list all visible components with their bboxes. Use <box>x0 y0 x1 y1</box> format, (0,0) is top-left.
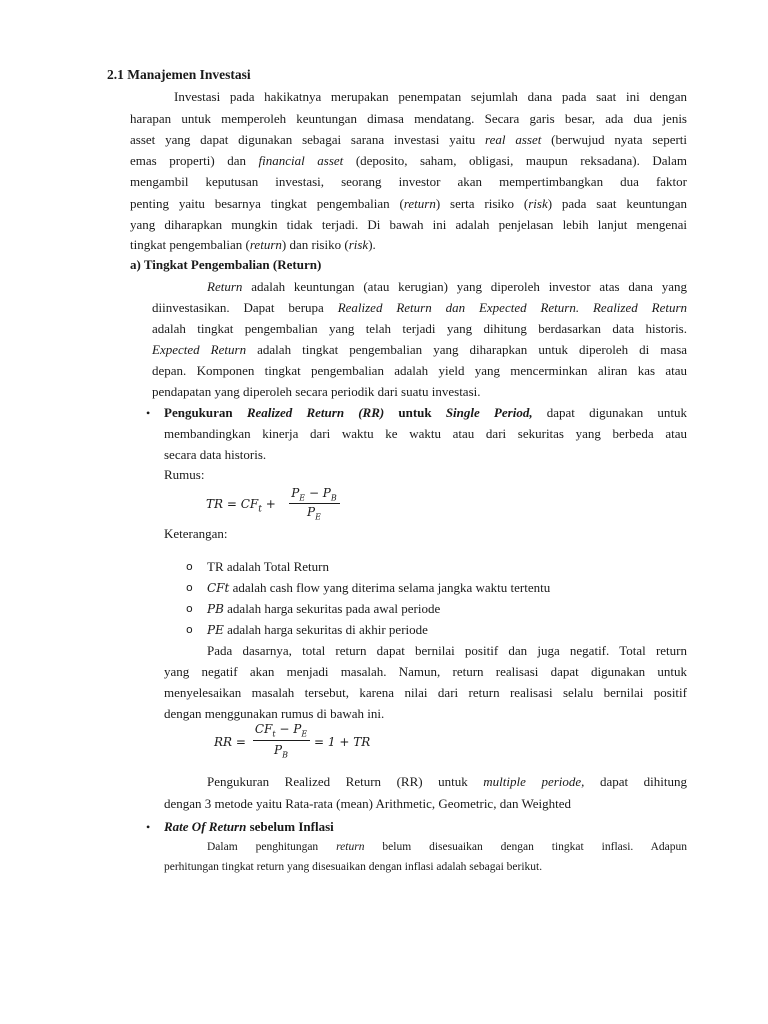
list-item-pe: PE adalah harga sekuritas di akhir periode <box>207 622 428 637</box>
bullet-dot: • <box>146 406 151 420</box>
intro-line-7: yang diharapkan mungkin tidak terjadi. Di bawah ini adalah penjelasan lebih lanjut mengenai <box>130 217 687 232</box>
bullet2-line-2: perhitungan tingkat return yang disesuaikan dengan inflasi adalah sebagai berikut. <box>164 861 543 873</box>
intro-line-5: mengambil keputusan investasi, seorang investor akan mempertimbangkan dua faktor <box>130 174 687 189</box>
para3-line-2: dengan 3 metode yaitu Rata-rata (mean) Arithmetic, Geometric, dan Weighted <box>164 796 571 811</box>
formula1-lhs: TR = $CF_t$ + <box>206 497 276 515</box>
section-title: 2.1 Manajemen Investasi <box>107 67 251 82</box>
list-bullet: o <box>186 560 193 573</box>
formula1-fraction-bar <box>289 503 340 504</box>
formula2-fraction-bar <box>253 740 310 741</box>
return-line-3: adalah tingkat pengembalian yang telah terjadi yang dihitung berdasarkan data historis. <box>152 321 687 336</box>
keterangan-label: Keterangan: <box>164 526 228 541</box>
rumus-label: Rumus: <box>164 467 205 482</box>
formula2-rhs: = 1 + TR <box>314 735 371 749</box>
bullet1-line-3: secara data historis. <box>164 447 267 462</box>
bullet1-line-2: membandingkan kinerja dari waktu ke waktu atau dari sekuritas yang berbeda atau <box>164 426 687 441</box>
subheading-return: a) Tingkat Pengembalian (Return) <box>130 257 322 272</box>
para2-line-3: menyelesaikan masalah tersebut, karena nilai dari return realisasi selalu bernilai positif <box>164 685 687 700</box>
intro-line-1: Investasi pada hakikatnya merupakan penempatan sejumlah dana pada saat ini dengan <box>174 89 687 104</box>
bullet2-heading: Rate Of Return sebelum Inflasi <box>164 819 334 834</box>
intro-line-2: harapan untuk memperoleh keuntungan dimasa mendatang. Secara garis besar, ada dua jenis <box>130 111 687 126</box>
intro-line-6: penting yaitu besarnya tingkat pengembalian (return) serta risiko (risk) pada saat keuntungan <box>130 196 688 211</box>
bullet2-line-1: Dalam penghitungan return belum disesuaikan dengan tingkat inflasi. Adapun <box>207 841 687 853</box>
list-item-pb: PB adalah harga sekuritas pada awal periode <box>207 601 441 616</box>
para2-line-2: yang negatif akan menjadi masalah. Namun, return realisasi dapat digunakan untuk <box>164 664 687 679</box>
para2-line-1: Pada dasarnya, total return dapat bernilai positif dan juga negatif. Total return <box>207 643 687 658</box>
formula2-denominator: $P_B$ <box>274 743 288 760</box>
para3-line-1: Pengukuran Realized Return (RR) untuk multiple periode, dapat dihitung <box>207 774 687 789</box>
para2-line-4: dengan menggunakan rumus di bawah ini. <box>164 706 385 721</box>
intro-line-4: emas properti) dan financial asset (deposito, saham, obligasi, maupun reksadana). Dalam <box>130 153 688 168</box>
intro-line-8: tingkat pengembalian (return) dan risiko (risk). <box>130 237 376 252</box>
list-bullet: o <box>186 581 193 594</box>
return-line-5: depan. Komponen tingkat pengembalian adalah yield yang mencerminkan aliran kas atau <box>152 363 687 378</box>
bullet-dot: • <box>146 820 151 834</box>
return-line-4: Expected Return adalah tingkat pengembalian yang diharapkan untuk diperoleh di masa <box>152 342 688 357</box>
list-item-cft: CFt adalah cash flow yang diterima selama jangka waktu tertentu <box>207 580 551 595</box>
return-line-6: pendapatan yang diperoleh secara periodik dari suatu investasi. <box>152 384 481 399</box>
list-item-tr: TR adalah Total Return <box>207 559 329 574</box>
bullet1-line-1: Pengukuran Realized Return (RR) untuk Single Period, dapat digunakan untuk <box>164 405 688 420</box>
list-bullet: o <box>186 623 193 636</box>
formula1-numerator: $P_E - P_B$ <box>291 486 337 503</box>
formula2-numerator: $CF_t - P_E$ <box>254 722 308 739</box>
return-line-1: Return adalah keuntungan (atau kerugian) yang diperoleh investor atas dana yang <box>207 279 687 294</box>
return-line-2: diinvestasikan. Dapat berupa Realized Return dan Expected Return. Realized Return <box>152 300 688 315</box>
intro-line-3: asset yang dapat digunakan sebagai sarana investasi yaitu real asset (berwujud nyata seperti <box>130 132 688 147</box>
list-bullet: o <box>186 602 193 615</box>
formula2-lhs: RR = <box>214 735 246 749</box>
formula1-denominator: $P_E$ <box>307 505 321 522</box>
